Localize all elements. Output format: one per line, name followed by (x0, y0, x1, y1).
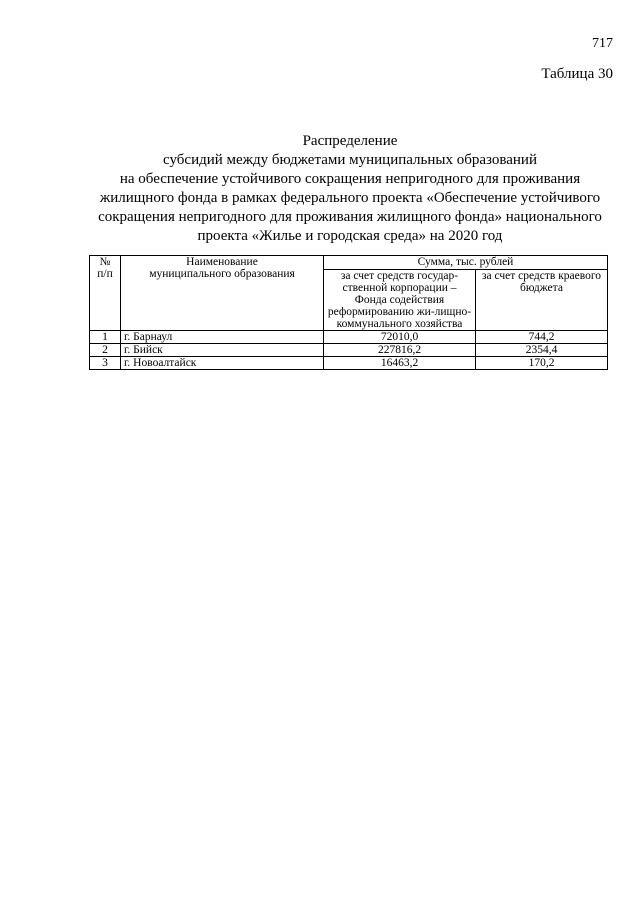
header-number-cell (90, 256, 121, 331)
header-sum: Сумма, тыс. рублей (324, 256, 608, 270)
row-fund-value: 16463,2 (324, 357, 476, 370)
table-row (90, 357, 608, 370)
title-line: субсидий между бюджетами муниципальных образований (163, 152, 537, 168)
subsidy-table (89, 255, 608, 370)
title-line: проекта «Жилье и городская среда» на 2020 год (197, 228, 503, 244)
title-line: сокращения непригодного для проживания жилищного фонда» национального (98, 209, 602, 225)
row-number: 2 (90, 344, 121, 357)
page-number: 717 (592, 36, 613, 51)
row-number: 3 (90, 357, 121, 370)
row-name: г. Барнаул (121, 331, 324, 344)
document-title (90, 132, 610, 246)
row-fund-value: 227816,2 (324, 344, 476, 357)
row-krai-value: 2354,4 (476, 344, 608, 357)
row-krai-value: 744,2 (476, 331, 608, 344)
table-header-row (90, 256, 608, 270)
header-name-line2: муниципального образования (149, 268, 295, 280)
title-line: на обеспечение устойчивого сокращения непригодного для проживания (119, 171, 581, 187)
title-line: жилищного фонда в рамках федерального проекта «Обеспечение устойчивого (99, 190, 601, 206)
table-row (90, 331, 608, 344)
header-number-symbol: № (99, 256, 111, 268)
row-fund-value: 72010,0 (324, 331, 476, 344)
header-name-line1: Наименование (186, 256, 258, 268)
header-number-abbr: п/п (97, 268, 113, 280)
row-name: г. Бийск (121, 344, 324, 357)
header-name-cell (121, 256, 324, 331)
header-fund: за счет средств государ-ственной корпорации – Фонда содействия реформированию жи-лищно-коммунального хозяйства (324, 270, 476, 331)
table-row (90, 344, 608, 357)
table-label: Таблица 30 (541, 66, 613, 82)
row-krai-value: 170,2 (476, 357, 608, 370)
title-line: Распределение (302, 133, 398, 149)
header-krai: за счет средств краевого бюджета (476, 270, 608, 331)
row-name: г. Новоалтайск (121, 357, 324, 370)
row-number: 1 (90, 331, 121, 344)
